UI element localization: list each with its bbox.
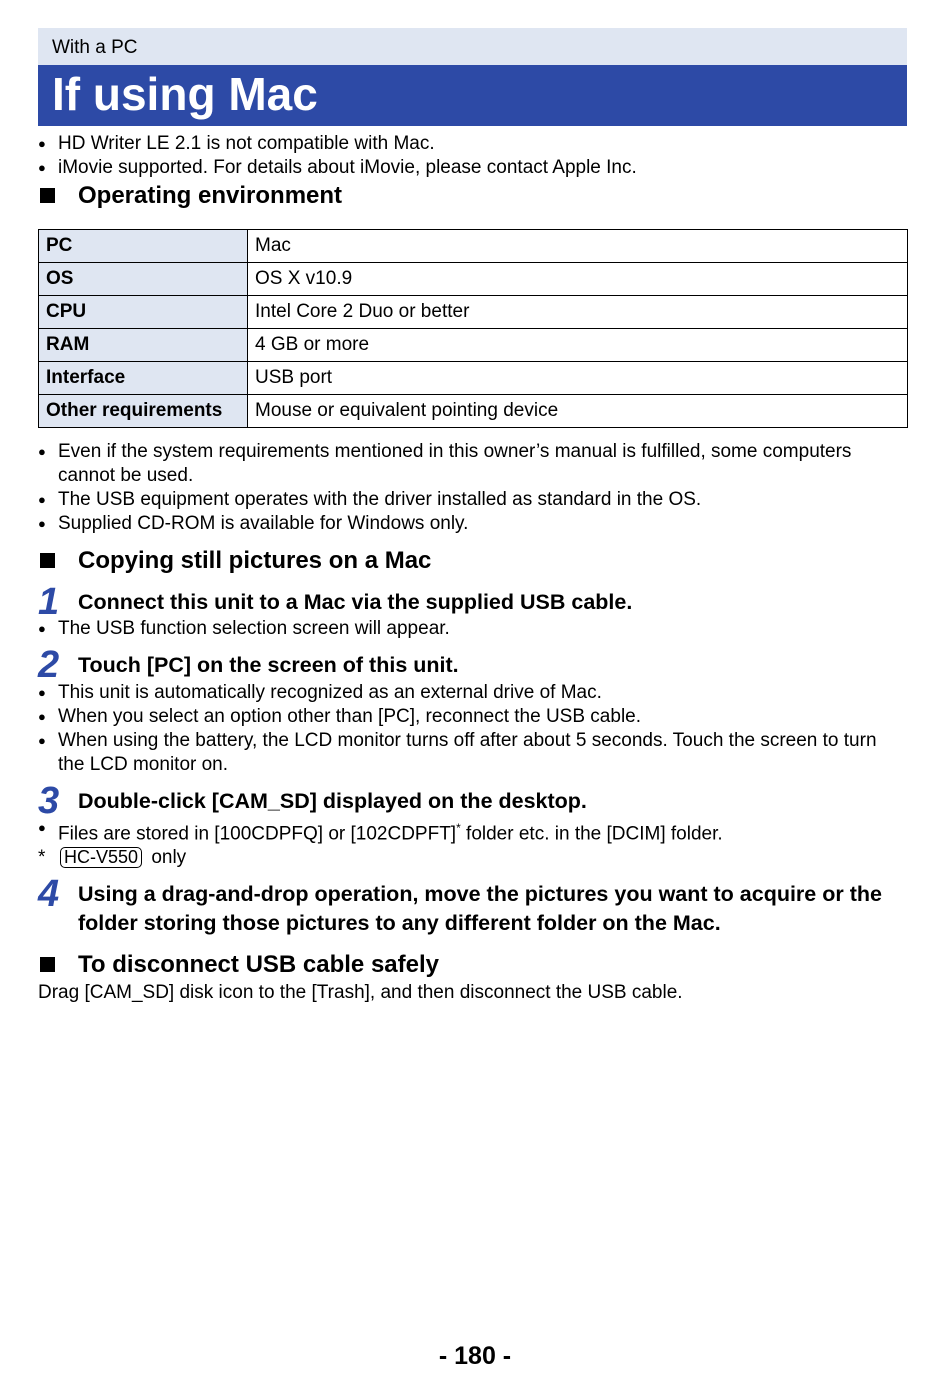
step-1 — [38, 581, 907, 623]
table-row — [39, 263, 908, 296]
page-number: - 180 - — [438, 1342, 512, 1370]
footnote: * HC-V550 only — [38, 847, 187, 869]
step-text: Double-click [CAM_SD] displayed on the desktop. — [78, 789, 587, 813]
square-bullet-icon — [40, 957, 55, 972]
table-key: CPU — [39, 296, 248, 329]
step-number: 2 — [38, 644, 60, 686]
square-bullet-icon — [40, 553, 55, 568]
step-2-bullets — [38, 681, 907, 777]
bullet-icon: ● — [38, 136, 46, 151]
table-value: OS X v10.9 — [248, 263, 908, 296]
environment-table — [38, 229, 908, 428]
step-4 — [38, 873, 907, 938]
list-item: ● HD Writer LE 2.1 is not compatible with Mac. — [38, 133, 435, 154]
table-value: Mac — [248, 230, 908, 263]
table-value: Intel Core 2 Duo or better — [248, 296, 908, 329]
table-value: USB port — [248, 362, 908, 395]
step-1-bullets — [38, 617, 907, 641]
table-key: PC — [39, 230, 248, 263]
page-content — [38, 28, 907, 1005]
table-row — [39, 296, 908, 329]
square-bullet-icon — [40, 188, 55, 203]
list-item: ● The USB function selection screen will appear. — [38, 618, 450, 639]
bullet-icon: ● — [38, 820, 46, 835]
list-item: ● When using the battery, the LCD monitor turns off after about 5 seconds. Touch the screen to turn the LCD monitor on. — [38, 730, 877, 775]
list-item: ● This unit is automatically recognized as an external drive of Mac. — [38, 682, 602, 703]
step-number: 3 — [38, 780, 60, 822]
table-key: Interface — [39, 362, 248, 395]
list-item: ● The USB equipment operates with the driver installed as standard in the OS. — [38, 489, 702, 510]
environment-notes — [38, 440, 907, 536]
section-label: With a PC — [38, 28, 907, 65]
table-key: RAM — [39, 329, 248, 362]
disconnect-text: Drag [CAM_SD] disk icon to the [Trash], and then disconnect the USB cable. — [38, 982, 683, 1004]
operating-environment-heading: Operating environment — [38, 181, 907, 211]
table-row — [39, 395, 908, 428]
table-key: Other requirements — [39, 395, 248, 428]
bullet-icon: ● — [38, 733, 46, 748]
step-text: Touch [PC] on the screen of this unit. — [78, 653, 459, 677]
table-key: OS — [39, 263, 248, 296]
table-row — [39, 362, 908, 395]
footnote-star: * — [38, 847, 46, 869]
table-value: 4 GB or more — [248, 329, 908, 362]
bullet-icon: ● — [38, 444, 46, 459]
table-value: Mouse or equivalent pointing device — [248, 395, 908, 428]
list-item: ● When you select an option other than [PC], reconnect the USB cable. — [38, 706, 642, 727]
step-3-bullets — [38, 816, 907, 846]
disconnect-heading: To disconnect USB cable safely — [38, 950, 907, 980]
table-row — [39, 230, 908, 263]
step-2 — [38, 644, 907, 686]
bullet-icon: ● — [38, 685, 46, 700]
footnote-marker: * — [456, 821, 461, 835]
step-text: Connect this unit to a Mac via the supplied USB cable. — [78, 590, 633, 614]
bullet-icon: ● — [38, 621, 46, 636]
intro-bullet-list — [38, 132, 907, 180]
list-item: ● Even if the system requirements mentioned in this owner’s manual is fulfilled, some computers cannot be used. — [38, 441, 852, 486]
copying-heading: Copying still pictures on a Mac — [38, 546, 907, 576]
bullet-icon: ● — [38, 709, 46, 724]
page-title: If using Mac — [38, 65, 907, 126]
step-number: 4 — [38, 873, 60, 916]
step-text: Using a drag-and-drop operation, move the pictures you want to acquire or the folder storing those pictures to any different folder on the Mac. — [78, 882, 882, 936]
list-item: ● iMovie supported. For details about iMovie, please contact Apple Inc. — [38, 157, 637, 178]
bullet-icon: ● — [38, 492, 46, 507]
bullet-icon: ● — [38, 160, 46, 175]
list-item: ● Files are stored in [100CDPFQ] or [102CDPFT]* folder etc. in the [DCIM] folder. — [38, 816, 907, 846]
list-item: ● Supplied CD-ROM is available for Windows only. — [38, 513, 469, 534]
step-3 — [38, 780, 907, 822]
table-row — [39, 329, 908, 362]
model-badge: HC-V550 — [60, 847, 142, 868]
step-number: 1 — [38, 581, 60, 623]
bullet-icon: ● — [38, 516, 46, 531]
